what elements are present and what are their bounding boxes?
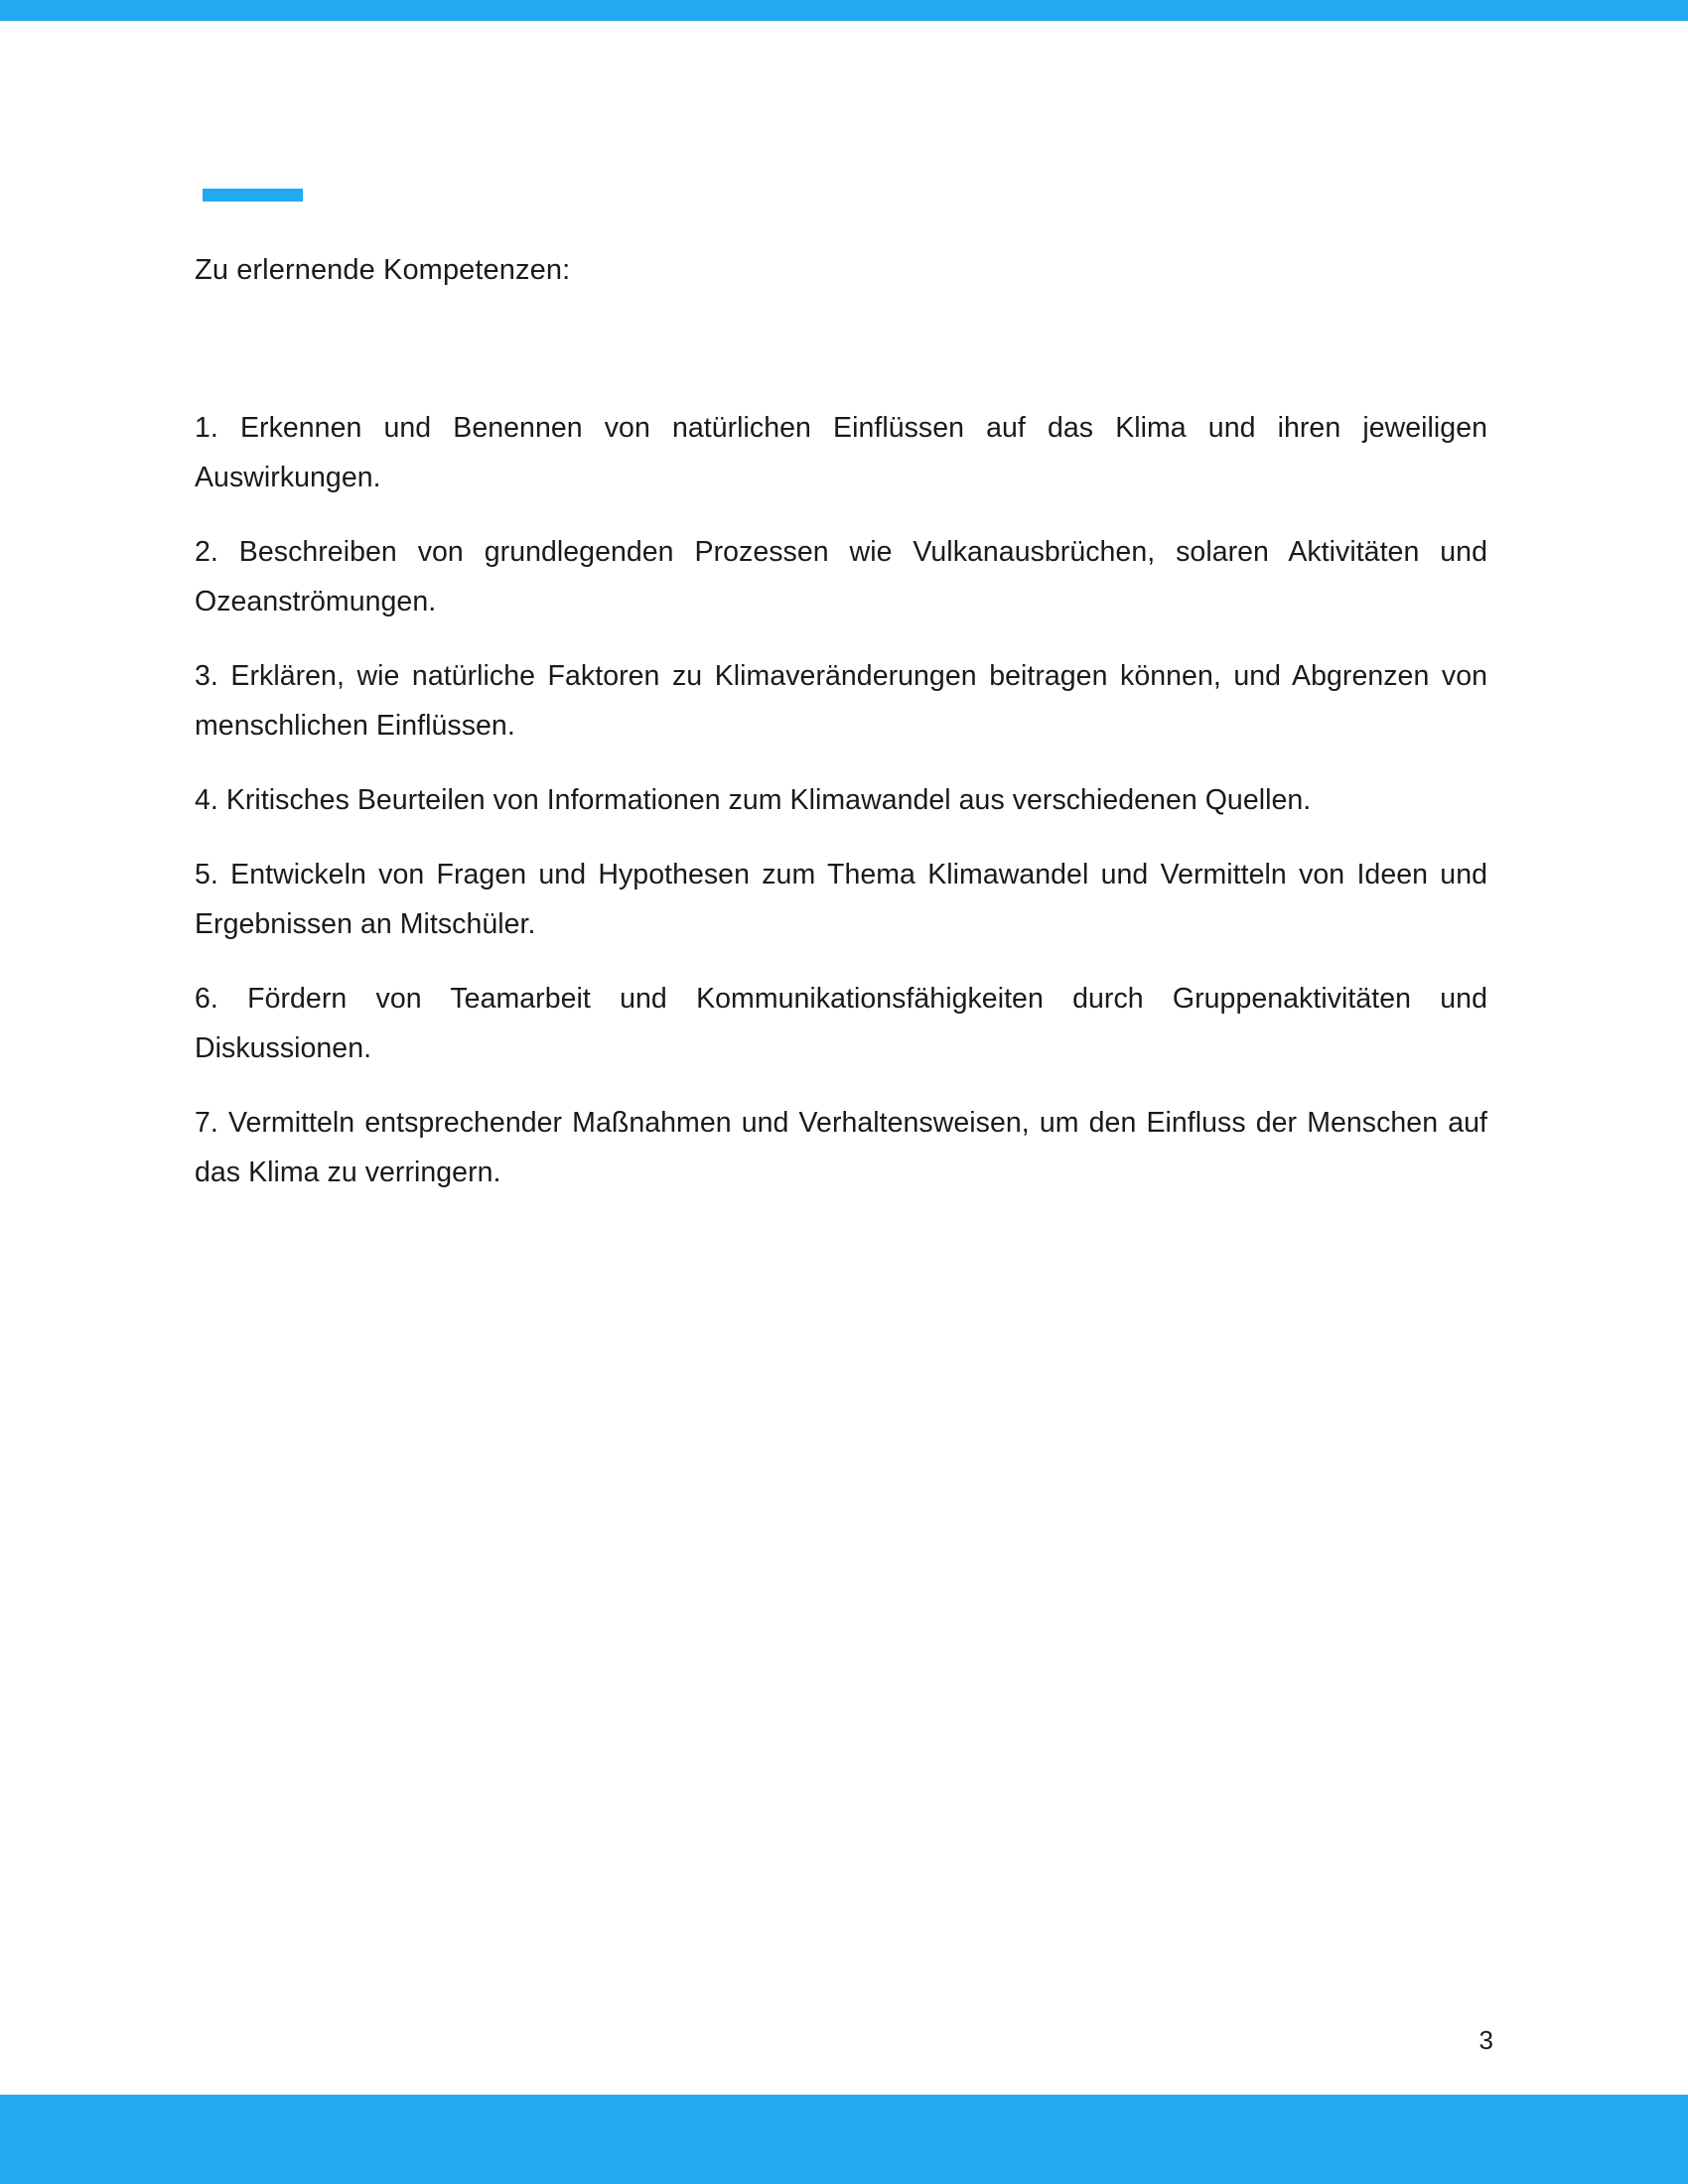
page-content <box>195 248 1487 1197</box>
list-item: 3. Erklären, wie natürliche Faktoren zu Klimaveränderungen beitragen können, und Abgrenzen von menschlichen Einflüssen. <box>195 660 1487 742</box>
heading-accent-rule <box>203 189 303 202</box>
page-number: 3 <box>1478 2025 1493 2055</box>
list-item: 5. Entwickeln von Fragen und Hypothesen zum Thema Klimawandel und Vermitteln von Ideen und Ergebnissen an Mitschüler. <box>195 859 1487 940</box>
list-item: 1. Erkennen und Benennen von natürlichen Einflüssen auf das Klima und ihren jeweiligen Auswirkungen. <box>195 412 1487 493</box>
list-item: 2. Beschreiben von grundlegenden Prozessen wie Vulkanausbrüchen, solaren Aktivitäten und Ozeanströmungen. <box>195 536 1487 617</box>
list-item: 6. Fördern von Teamarbeit und Kommunikationsfähigkeiten durch Gruppenaktivitäten und Diskussionen. <box>195 983 1487 1064</box>
top-accent-bar <box>0 0 1688 21</box>
page-title: Zu erlernende Kompetenzen: <box>195 254 571 286</box>
list-item: 4. Kritisches Beurteilen von Informationen zum Klimawandel aus verschiedenen Quellen. <box>195 784 1312 816</box>
bottom-accent-bar <box>0 2095 1688 2184</box>
list-item: 7. Vermitteln entsprechender Maßnahmen und Verhaltensweisen, um den Einfluss der Menschen auf das Klima zu verringern. <box>195 1107 1487 1188</box>
competency-list <box>195 403 1487 1197</box>
